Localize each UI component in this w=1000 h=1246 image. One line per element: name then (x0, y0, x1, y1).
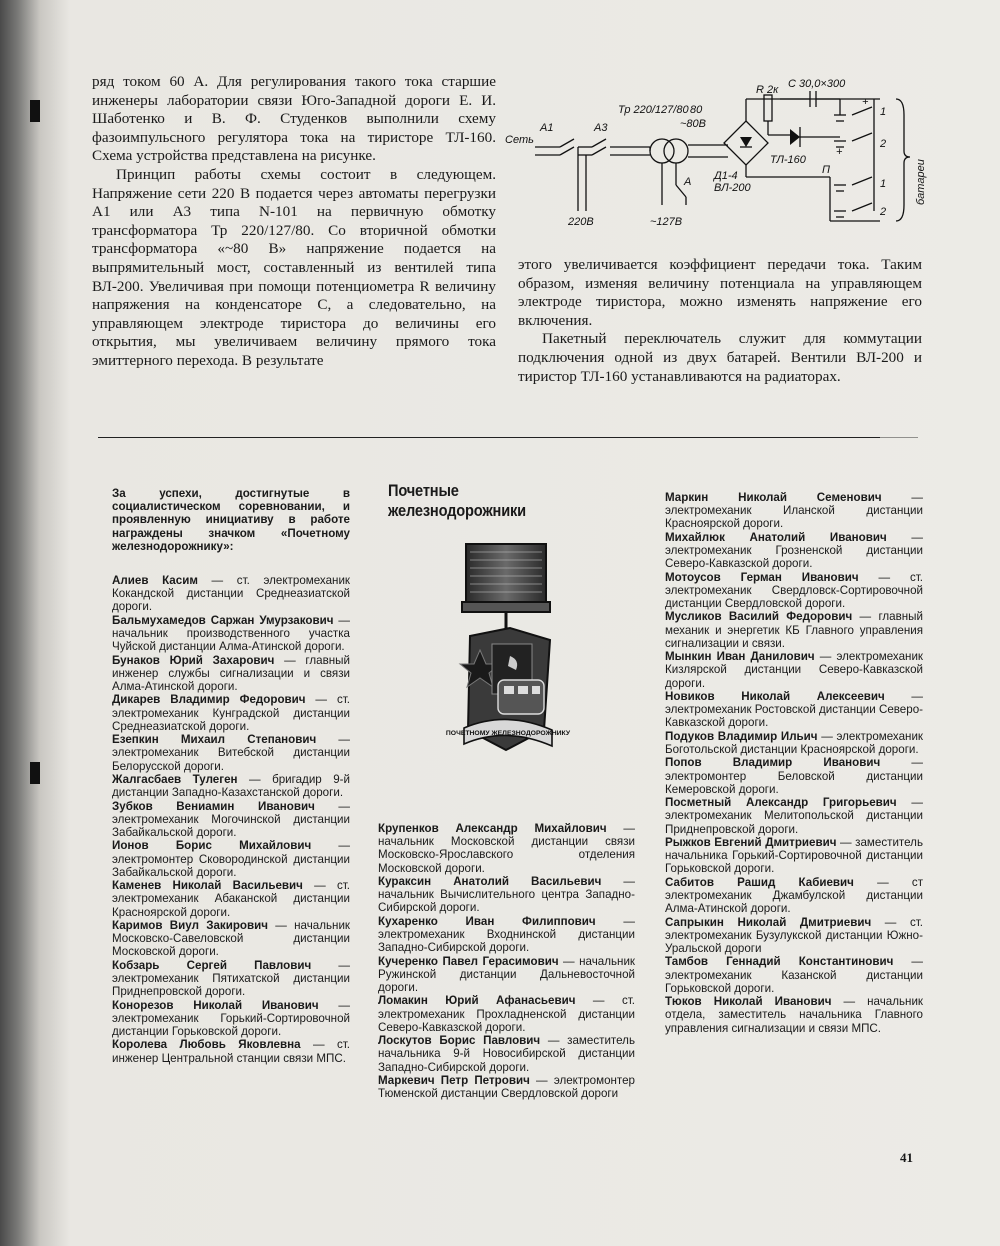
awardee-name: Попов Владимир Иванович (665, 756, 881, 770)
awardee-name: Посметный Александр Григорьевич (665, 796, 897, 810)
article-paragraph: Пакетный переключатель служит для коммутации подключения одной из двух батарей. Вентили ВЛ-200 и тиристор ТЛ-160 устанавливаются на радиаторах. (518, 330, 922, 385)
awardee-name: Каменев Николай Васильевич (112, 879, 303, 893)
schematic-label-battery-terminal: 2 (880, 138, 887, 150)
gutter-mark-bottom (30, 762, 40, 784)
awardee-entry (378, 1034, 635, 1074)
section-divider (98, 437, 918, 438)
awardee-name: Крупенков Александр Михайлович (378, 822, 607, 835)
awardee-name: Кучеренко Павел Герасимович (378, 954, 559, 968)
awardee-name: Мынкин Иван Данилович (665, 650, 815, 664)
awardee-position: электромеханик Ростовской дистанции Северо-Кавказской дороги. (665, 703, 923, 730)
schematic-label-batteries: батареи (915, 159, 927, 205)
awardee-position: ст. электромеханик Кунградской дистанции Среднеазиатской дороги. (112, 693, 350, 733)
awardee-name: Езепкин Михаил Степанович (112, 733, 317, 747)
awardee-name: Дикарев Владимир Федорович (112, 693, 306, 707)
awardee-position: электромонтер Тюменской дистанции Свердловской дороги (378, 1073, 635, 1101)
awardee-name: Конорезов Николай Иванович (112, 998, 319, 1012)
schematic-label-thyristor: ТЛ-160 (770, 154, 806, 166)
awardee-name: Кухаренко Иван Филиппович (378, 914, 596, 928)
article-paragraph: Принцип работы схемы состоит в следующем. Напряжение сети 220 В подается через автоматы перегрузки А1 или А3 типа N-101 на первичную обмотку трансформатора Тр 220/127/80. Со вторичной обмотки трансформатора «~80 В» напряжение подается на выпрямительный мост, составленный из вентилей типа ВЛ-200. Увеличивая при помощи потенциометра R величину напряжения на конденсаторе С, а следовательно, на управляющем электроде тиристора до величины его открытия, мы увеличиваем величину прямого тока эмиттерного перехода. В результате (92, 165, 496, 369)
awardee-name: Рыжков Евгений Дмитриевич (665, 835, 837, 849)
schematic-label-plus: + (862, 96, 869, 108)
schematic-label-220v: 220В (568, 216, 594, 228)
awardee-entry (112, 919, 350, 959)
awardee-position: ст. электромеханик Кокандской дистанции Среднеазиатской дороги. (112, 574, 350, 614)
dash-separator: — (852, 610, 879, 624)
awardee-position: электромеханик Казанской дистанции Горьковской дороги. (665, 968, 923, 995)
awards-intro: За успехи, достигнутые в социалистическом соревновании, и проявленную инициативу в работе награждены значком «Почетному железнодорожнику»: (112, 487, 350, 553)
article-paragraph: этого увеличивается коэффициент передачи тока. Таким образом, изменяя величину потенциала на управляющем электроде тиристора, можно изменять напряжение его включения. (518, 256, 922, 329)
awardee-entry (112, 999, 350, 1039)
awardee-entry (665, 955, 923, 995)
schematic-label-a3: А3 (594, 122, 608, 134)
awardee-name: Мотоусов Герман Иванович (665, 570, 859, 584)
awardee-position: электромеханик Мелитопольской дистанции Приднепровской дороги. (665, 809, 923, 836)
awardee-name: Тюков Николай Иванович (665, 995, 832, 1009)
awardee-entry (378, 1074, 635, 1100)
gutter-mark-top (30, 100, 40, 122)
awardee-entry (665, 876, 923, 916)
awardee-position: электромеханик Могочинской дистанции Забайкальской дороги. (112, 812, 350, 839)
schematic-label-capacitor: C 30,0×300 (788, 78, 846, 90)
dash-separator: — (606, 822, 635, 835)
awardee-position: начальник Вычислительного центра Западно-Сибирской дороги. (378, 888, 635, 915)
awardee-position: заместитель начальника Горький-Сортировочной дистанции Горьковской дороги. (665, 835, 923, 876)
dash-separator: — (871, 915, 910, 929)
schematic-label-net: Сеть (505, 134, 534, 146)
dash-separator: — (601, 875, 635, 888)
awardee-position: начальник Ружинской дистанции Дальневосточной дороги. (378, 954, 635, 994)
awardee-position: заместитель начальника 9-й Новосибирской дистанции Западно-Сибирской дороги. (378, 1034, 635, 1074)
awardee-entry (378, 994, 635, 1034)
dash-separator: — (831, 995, 868, 1009)
awardee-name: Бальмухамедов Саржан Умурзакович (112, 613, 334, 627)
awardees-list-right (665, 491, 923, 1035)
dash-separator: — (836, 835, 856, 849)
schematic-label-battery-terminal: 2 (880, 206, 887, 218)
awardee-position: ст. электромеханик Прохладненской дистанции Северо-Кавказской дороги. (378, 994, 635, 1034)
awardee-entry (112, 614, 350, 654)
awardee-entry (112, 654, 350, 694)
awardee-position: электромеханик Боготольской дистанции Красноярской дороги. (665, 729, 923, 756)
awardee-position: электромонтер Беловской дистанции Кемеровской дороги. (665, 769, 923, 796)
awardee-name: Мусликов Василий Федорович (665, 610, 853, 624)
awardee-entry (665, 756, 923, 796)
awardee-name: Ломакин Юрий Афанасьевич (378, 994, 576, 1008)
awardees-list-middle (378, 822, 635, 1101)
dash-separator: — (197, 574, 237, 587)
awardee-entry (665, 531, 923, 571)
dash-separator: — (595, 914, 635, 928)
awardee-name: Жалгасбаев Тулеген (112, 772, 238, 786)
awardee-entry (112, 773, 350, 799)
awardee-position: электромеханик Витебской дистанции Белорусской дороги. (112, 746, 350, 773)
dash-separator: — (316, 733, 350, 747)
page-number: 41 (900, 1150, 913, 1165)
schematic-label-diode-type: ВЛ-200 (714, 182, 751, 194)
awardee-position: электромеханик Горький-Сортировочной дистанции Горьковской дороги. (112, 1011, 350, 1038)
awardee-name: Подуков Владимир Ильич (665, 729, 818, 743)
dash-separator: — (886, 530, 923, 544)
dash-separator: — (302, 879, 337, 893)
dash-separator: — (858, 570, 910, 584)
awardee-entry (665, 916, 923, 956)
schematic-label-a1: А1 (540, 122, 554, 134)
dash-separator: — (311, 958, 350, 972)
awardee-name: Алиев Касим (112, 574, 198, 587)
awardee-entry (665, 610, 923, 650)
honorary-railwayman-medal-icon (440, 540, 572, 775)
awardee-entry (112, 1038, 350, 1064)
dash-separator: — (558, 954, 580, 968)
awardee-name: Маркин Николай Семенович (665, 491, 882, 504)
awardee-entry (112, 574, 350, 614)
awardee-name: Зубков Вениамин Иванович (112, 799, 315, 813)
awardees-list-left (112, 574, 350, 1065)
awardee-entry (665, 730, 923, 756)
awardee-entry (112, 800, 350, 840)
dash-separator: — (274, 653, 306, 667)
awardee-name: Лоскутов Борис Павлович (378, 1034, 541, 1048)
awardee-entry (112, 839, 350, 879)
schematic-label-resistor: R 2к (756, 84, 779, 96)
schematic-label-transformer: Тр 220/127/80 (618, 104, 689, 116)
awardee-entry (378, 915, 635, 955)
awardee-entry (378, 875, 635, 915)
dash-separator: — (893, 955, 923, 969)
awardee-position: электромеханик Иланской дистанции Красноярской дороги. (665, 504, 923, 531)
awardee-entry (665, 650, 923, 690)
dash-separator: — (880, 756, 923, 770)
dash-separator: — (318, 998, 350, 1012)
dash-separator: — (853, 875, 912, 889)
awardee-name: Кобзарь Сергей Павлович (112, 958, 312, 972)
awardee-position: главный механик и энергетик КБ Главного управления сигнализации и связи. (665, 610, 923, 650)
awardee-entry (665, 491, 923, 531)
awardee-name: Тамбов Геннадий Константинович (665, 955, 894, 969)
dash-separator: — (884, 689, 923, 703)
awardee-entry (112, 733, 350, 773)
awardee-name: Маркевич Петр Петрович (378, 1073, 530, 1087)
awardee-position: ст. инженер Центральной станции связи МПС. (112, 1038, 350, 1065)
dash-separator: — (300, 1038, 337, 1052)
dash-separator: — (529, 1073, 554, 1087)
schematic-label-127v: ~127В (650, 216, 683, 228)
awardee-position: начальник отдела, заместитель начальника Главного управления сигнализации и связи МПС. (665, 995, 923, 1035)
dash-separator: — (896, 796, 923, 810)
awardee-position: начальник Московской дистанции связи Московско-Ярославского отделения Московской дороги. (378, 835, 635, 875)
awardee-position: электромеханик Входнинской дистанции Западно-Сибирской дороги. (378, 928, 635, 955)
awardee-position: ст. электромеханик Свердловск-Сортировочной дистанции Свердловской дороги. (665, 570, 923, 610)
awardee-name: Сабитов Рашид Кабиевич (665, 875, 854, 889)
awardee-position: ст. электромеханик Абаканской дистанции Красноярской дороги. (112, 879, 350, 919)
dash-separator: — (237, 772, 273, 786)
awardee-entry (665, 796, 923, 836)
awardee-name: Каримов Виул Закирович (112, 918, 269, 932)
article-paragraph: ряд током 60 А. Для регулирования такого тока старшие инженеры лаборатории связи Юго-Западной дороги Е. И. Шаботенко и В. Ф. Студенков выполнили схему фазоимпульсного регулятора тока на тиристоре ТЛ-160. Схема устройства представлена на рисунке. (92, 73, 496, 165)
awardee-position: бригадир 9-й дистанции Западно-Казахстанской дороги. (112, 772, 350, 800)
dash-separator: — (540, 1034, 568, 1048)
awardee-entry (665, 690, 923, 730)
awardee-name: Новиков Николай Алексеевич (665, 689, 885, 703)
awardee-name: Сапрыкин Николай Дмитриевич (665, 915, 872, 929)
dash-separator: — (575, 994, 622, 1008)
dash-separator: — (268, 918, 295, 932)
dash-separator: — (311, 839, 350, 853)
awardee-name: Ионов Борис Михайлович (112, 839, 312, 853)
awardee-name: Михайлюк Анатолий Иванович (665, 530, 887, 544)
awardee-name: Бунаков Юрий Захарович (112, 653, 275, 667)
awardee-name: Королева Любовь Яковлевна (112, 1038, 301, 1052)
schematic-label-tap-voltage: ~80В (680, 118, 706, 130)
awardee-position: начальник Московско-Савеловской дистанции Московской дороги. (112, 918, 350, 959)
awardee-entry (378, 955, 635, 995)
dash-separator: — (314, 799, 350, 813)
awardee-entry (665, 836, 923, 876)
schematic-label-plus: + (836, 146, 843, 158)
schematic-label-battery-terminal: 1 (880, 106, 887, 118)
awardee-position: электромеханик Пятихатской дистанции Приднепровской дороги. (112, 971, 350, 999)
schematic-label-battery-terminal: 1 (880, 178, 887, 190)
awardee-entry (665, 571, 923, 611)
article-right-column (518, 256, 922, 386)
schematic-label-diodes: Д1-4 (714, 170, 738, 182)
dash-separator: — (814, 650, 837, 664)
dash-separator: — (305, 693, 337, 707)
awardee-entry (665, 995, 923, 1035)
article-left-column (92, 73, 496, 371)
awardee-position: начальник производственного участка Чуйской дистанции Алма-Атинской дороги. (112, 627, 350, 654)
awardee-entry (112, 693, 350, 733)
awardee-position: ст. электромеханик Бузулукской дистанции Южно-Уральской дороги (665, 915, 923, 955)
dash-separator: — (881, 491, 923, 504)
dash-separator: — (817, 729, 837, 743)
awardee-position: электромеханик Кизлярской дистанции Северо-Кавказской дороги. (665, 650, 923, 690)
awardee-position: электромонтер Сковородинской дистанции Забайкальской дороги. (112, 852, 350, 879)
awardee-entry (112, 959, 350, 999)
awardee-position: электромеханик Грозненской дистанции Северо-Кавказской дороги. (665, 544, 923, 571)
section-title: Почетные железнодорожники (388, 481, 526, 520)
divider-fade (880, 434, 920, 440)
schematic-label-a: А (684, 176, 692, 188)
awardee-name: Кураксин Анатолий Васильевич (378, 875, 602, 888)
schematic-label-tap: 80 (690, 104, 703, 116)
medal-inscription: ПОЧЕТНОМУ ЖЕЛЕЗНОДОРОЖНИКУ (445, 730, 571, 737)
dash-separator: — (333, 613, 350, 627)
awardee-position: главный инженер службы сигнализации и связи Алма-Атинской дороги. (112, 653, 350, 693)
awardee-entry (378, 822, 635, 875)
circuit-schematic (500, 75, 930, 250)
awardee-position: ст электромеханик Джамбулской дистанции Алма-Атинской дороги. (665, 875, 923, 916)
awardee-entry (112, 879, 350, 919)
schematic-label-switch: П (822, 164, 830, 176)
